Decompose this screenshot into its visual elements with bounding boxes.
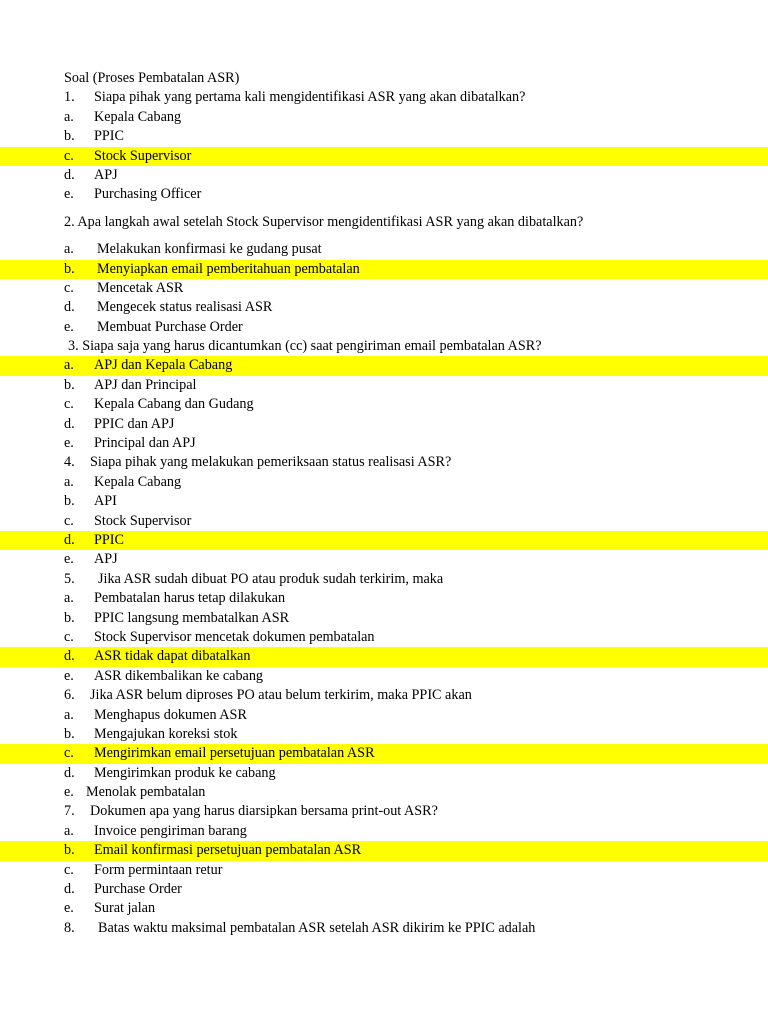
q1-option-e: e. Purchasing Officer [64,186,202,203]
question-6 [0,686,768,705]
question-number: 7. [64,803,75,820]
q7-option-d: d. Purchase Order [64,881,182,898]
q4-option-c: c. Stock Supervisor [64,512,192,529]
q7-option-a: a. Invoice pengiriman barang [64,822,247,839]
question-text: Jika ASR sudah dibuat PO atau produk sudah terkirim, maka [98,570,444,587]
q3-option-c: c. Kepala Cabang dan Gudang [64,396,254,413]
question-text: Siapa pihak yang pertama kali mengidentifikasi ASR yang akan dibatalkan? [94,89,526,106]
q1-option-b: b. PPIC [64,128,124,145]
q2-option-d: d. Mengecek status realisasi ASR [64,299,273,316]
q1-option-a: a. Kepala Cabang [64,108,182,125]
q6-option-d: d. Mengirimkan produk ke cabang [64,764,276,781]
question-text: 2. Apa langkah awal setelah Stock Supervisor mengidentifikasi ASR yang akan dibatalkan? [64,213,584,230]
q4-option-b: b. API [64,493,117,510]
question-8 [0,919,768,938]
q4-option-d-highlighted: d. PPIC [0,531,768,550]
q5-option-e: e. ASR dikembalikan ke cabang [64,667,264,684]
q5-option-d-highlighted: d. ASR tidak dapat dibatalkan [0,647,768,666]
question-number: 6. [64,687,75,704]
question-text: Jika ASR belum diproses PO atau belum terkirim, maka PPIC akan [90,687,472,704]
question-5 [0,570,768,589]
q2-option-a: a. Melakukan konfirmasi ke gudang pusat [64,241,322,258]
q6-option-b: b. Mengajukan koreksi stok [64,725,238,742]
question-text: 3. Siapa saja yang harus dicantumkan (cc) saat pengiriman email pembatalan ASR? [68,338,542,355]
q2-option-b-highlighted: b. Menyiapkan email pemberitahuan pembatalan [0,260,768,279]
q4-option-a: a. Kepala Cabang [64,473,182,490]
question-1 [0,88,768,107]
q3-option-a-highlighted: a. APJ dan Kepala Cabang [0,356,768,375]
question-number: 1. [64,89,75,106]
question-number: 4. [64,454,75,471]
q2-option-e: e. Membuat Purchase Order [64,318,243,335]
q7-option-e: e. Surat jalan [64,900,156,917]
question-4 [0,453,768,472]
q1-option-d: d. APJ [64,166,118,183]
question-text: Batas waktu maksimal pembatalan ASR setelah ASR dikirim ke PPIC adalah [98,919,536,936]
q3-option-d: d. PPIC dan APJ [64,415,175,432]
q2-option-c: c. Mencetak ASR [64,279,184,296]
quiz-document [0,69,768,938]
q5-option-a: a. Pembatalan harus tetap dilakukan [64,590,286,607]
question-number: 5. [64,570,75,587]
q3-option-b: b. APJ dan Principal [64,376,197,393]
question-7 [0,802,768,821]
question-text: Dokumen apa yang harus diarsipkan bersama print-out ASR? [90,803,438,820]
q6-option-a: a. Menghapus dokumen ASR [64,706,247,723]
question-number: 8. [64,919,75,936]
question-2 [0,213,768,232]
q7-option-c: c. Form permintaan retur [64,861,223,878]
q6-option-c-highlighted: c. Mengirimkan email persetujuan pembatalan ASR [0,744,768,763]
document-title: Soal (Proses Pembatalan ASR) [64,70,240,86]
q4-option-e: e. APJ [64,551,118,568]
q7-option-b-highlighted: b. Email konfirmasi persetujuan pembatalan ASR [0,841,768,860]
question-3 [0,337,768,356]
q5-option-c: c. Stock Supervisor mencetak dokumen pembatalan [64,628,375,645]
q5-option-b: b. PPIC langsung membatalkan ASR [64,609,290,626]
question-text: Siapa pihak yang melakukan pemeriksaan status realisasi ASR? [90,454,452,471]
q1-option-c-highlighted: c. Stock Supervisor [0,147,768,166]
q3-option-e: e. Principal dan APJ [64,435,196,452]
q6-option-e: e. Menolak pembatalan [64,784,206,801]
